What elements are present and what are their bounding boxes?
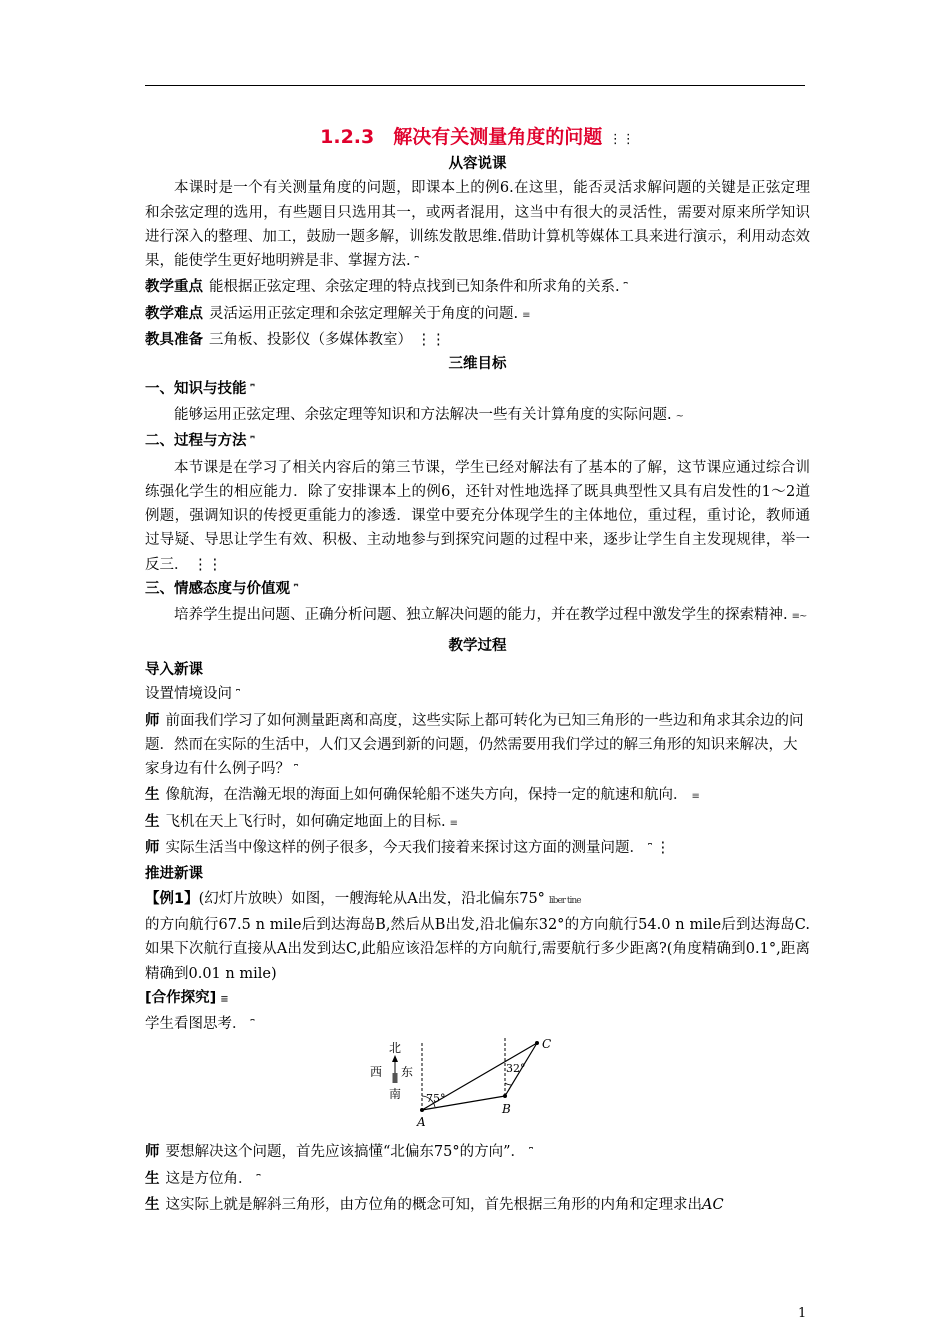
dialog-5 (145, 1140, 810, 1166)
speaker: 师 (145, 1144, 160, 1161)
point-a (420, 1108, 424, 1112)
page-title (145, 122, 810, 152)
point-a-label: A (417, 1115, 426, 1130)
focus-line (145, 275, 810, 301)
goal2-dots: ⋮⋮ (193, 556, 223, 573)
goal3-head-text: 三、情感态度与价值观 (145, 581, 290, 598)
dialog-4 (145, 836, 810, 862)
point-c-label: C (542, 1038, 552, 1052)
goal2-heading (145, 429, 810, 455)
tools-line (145, 328, 810, 352)
example-mark: liber tine (548, 895, 581, 906)
speaker: 生 (145, 787, 160, 804)
goal1-paragraph (145, 403, 810, 429)
title-dots: ⋮⋮ (608, 132, 635, 147)
format-mark: ⎴ (250, 1020, 254, 1032)
speaker: 师 (145, 712, 160, 729)
format-mark: ≡ (449, 817, 457, 829)
dialog-1 (145, 709, 810, 784)
look-text: 学生看图思考． (145, 1016, 247, 1033)
format-mark: ≡ (220, 993, 228, 1005)
section-intro-sub (145, 682, 810, 708)
label-west: 西 (370, 1065, 383, 1080)
format-mark: ⎴ (250, 384, 254, 396)
tools-text: 三角板、投影仪（多媒体教室） (209, 332, 412, 349)
goal3-paragraph (145, 603, 810, 629)
format-mark: ⎴ (294, 585, 297, 597)
speaker: 生 (145, 813, 160, 830)
dialog-3 (145, 810, 810, 836)
example-1 (145, 887, 810, 986)
speaker: 师 (145, 840, 160, 857)
dialog-text: 这实际上就是解斜三角形，由方位角的概念可知，首先根据三角形的内角和定理求出 (165, 1196, 702, 1213)
difficult-line (145, 302, 810, 328)
title-text: 1.2.3 解决有关测量角度的问题 (320, 126, 603, 148)
example-text-rest: 的方向航行67.5 n mile后到达海岛B,然后从B出发,沿北偏东32°的方向航行54.0 n mile后到达海岛C.如果下次航行直接从A出发到达C,此船应该沿怎样的方向航行,需要航行多少距离?(角度精确到0.1°,距离精确到0.01 n mile) (145, 916, 810, 982)
dialog-7 (145, 1193, 810, 1217)
header-rule (145, 85, 805, 86)
difficult-text: 灵活运用正弦定理和余弦定理解关于角度的问题. (209, 305, 519, 322)
format-mark: ⎴ (414, 257, 418, 269)
goal2-head-text: 二、过程与方法 (145, 433, 247, 450)
angle-a-label: 75° (426, 1092, 446, 1106)
focus-text: 能根据正弦定理、余弦定理的特点找到已知条件和所求角的关系. (209, 279, 620, 296)
dialog-text: 这是方位角． (165, 1170, 253, 1187)
heading-process: 教学过程 (448, 637, 507, 654)
dialog-text: 飞机在天上飞行时，如何确定地面上的目标. (165, 813, 446, 830)
format-mark: ⎴ (250, 437, 254, 449)
dialog-text: 前面我们学习了如何测量距离和高度，这些实际上都可转化为已知三角形的一些边和角求其余边的问题．然而在实际的生活中，人们又会遇到新的问题，仍然需要用我们学过的解三角形的知识来解决，大家身边有什么例子吗？ (145, 712, 804, 778)
label-north: 北 (389, 1041, 402, 1056)
goal2-paragraph (145, 456, 810, 577)
compass-arrow-icon (392, 1055, 398, 1083)
format-mark: ⎴ (623, 283, 627, 295)
dialog-6 (145, 1167, 810, 1193)
goal1-heading (145, 377, 810, 403)
section-intro-heading: 导入新课 (145, 661, 203, 678)
format-mark: ⎴ (648, 844, 651, 856)
goal1-text: 能够运用正弦定理、余弦定理等知识和方法解决一些有关计算角度的实际问题. (174, 406, 672, 423)
coop-text: [合作探究] (145, 989, 217, 1006)
dialog-dots: ⋮ (655, 840, 671, 857)
look-line (145, 1012, 810, 1038)
intro-text: 本课时是一个有关测量角度的问题，即课本上的例6.在这里，能否灵活求解问题的关键是正弦定理和余弦定理的选用，有些题目只选用其一，或两者混用，这当中有很大的灵活性，需要对原来所学知识进行深入的整理、加工，鼓励一题多解，训练发散思维.借助计算机等媒体工具来进行演示，利用动态效果，能使学生更好地明辨是非、掌握方法. (145, 180, 810, 270)
angle-b-label: 32° (506, 1062, 526, 1076)
page-number: 1 (798, 1306, 807, 1321)
tools-dots: ⋮⋮ (416, 332, 446, 349)
dialog-text: 要想解决这个问题，首先应该搞懂“北偏东75°的方向”． (165, 1144, 526, 1161)
heading-goals: 三维目标 (448, 356, 507, 373)
example-text: (幻灯片放映）如图，一艘海轮从A出发，沿北偏东75° (198, 890, 545, 907)
difficult-label: 教学难点 (145, 305, 203, 322)
goal1-head-text: 一、知识与技能 (145, 380, 247, 397)
format-mark: ≡ (522, 309, 530, 321)
format-mark: ⎴ (256, 1174, 260, 1186)
intro-sub-text: 设置情境设问 (145, 686, 232, 703)
point-b-label: B (502, 1102, 511, 1117)
format-mark: ⎴ (294, 765, 297, 777)
dialog-text: 像航海，在浩瀚无垠的海面上如何确保轮船不迷失方向，保持一定的航速和航向． (165, 787, 688, 804)
speaker: 生 (145, 1170, 160, 1187)
section-new-heading: 推进新课 (145, 866, 203, 883)
heading-intro: 从容说课 (448, 156, 507, 172)
dialog-text-end: AC (702, 1196, 724, 1213)
example-label: 【例1】 (145, 890, 199, 907)
angle-arc-b (505, 1083, 512, 1085)
dialog-2 (145, 783, 810, 809)
coop-heading (145, 986, 810, 1012)
paragraph-intro (145, 176, 810, 275)
point-c (535, 1041, 539, 1045)
format-mark: ⎴ (529, 1148, 533, 1160)
format-mark: ~ (675, 410, 683, 422)
document-body (145, 122, 810, 1217)
format-mark: ⎴ (236, 690, 239, 702)
format-mark: ≡~ (791, 611, 807, 623)
goal2-text: 本节课是在学习了相关内容后的第三节课，学生已经对解法有了基本的了解，这节课应通过综合训练强化学生的相应能力．除了安排课本上的例6，还针对性地选择了既具典型性又具有启发性的1～2道例题，强调知识的传授更重能力的渗透．课堂中要充分体现学生的主体地位，重过程，重讨论，教师通过导疑、导思让学生有效、积极、主动地参与到探究问题的过程中来，逐步让学生自主发现规律，举一反三． (145, 459, 810, 573)
format-mark: ≡ (691, 791, 699, 803)
goal3-text: 培养学生提出问题、正确分析问题、独立解决问题的能力，并在教学过程中激发学生的探索精神. (174, 607, 788, 624)
point-b (503, 1094, 507, 1098)
goal3-heading (145, 577, 810, 603)
label-east: 东 (401, 1065, 414, 1080)
navigation-diagram (370, 1038, 580, 1140)
label-south: 南 (389, 1087, 402, 1102)
dialog-text: 实际生活当中像这样的例子很多，今天我们接着来探讨这方面的测量问题． (165, 840, 644, 857)
tools-label: 教具准备 (145, 332, 203, 349)
focus-label: 教学重点 (145, 279, 203, 296)
speaker: 生 (145, 1196, 160, 1213)
figure-container (145, 1038, 810, 1140)
